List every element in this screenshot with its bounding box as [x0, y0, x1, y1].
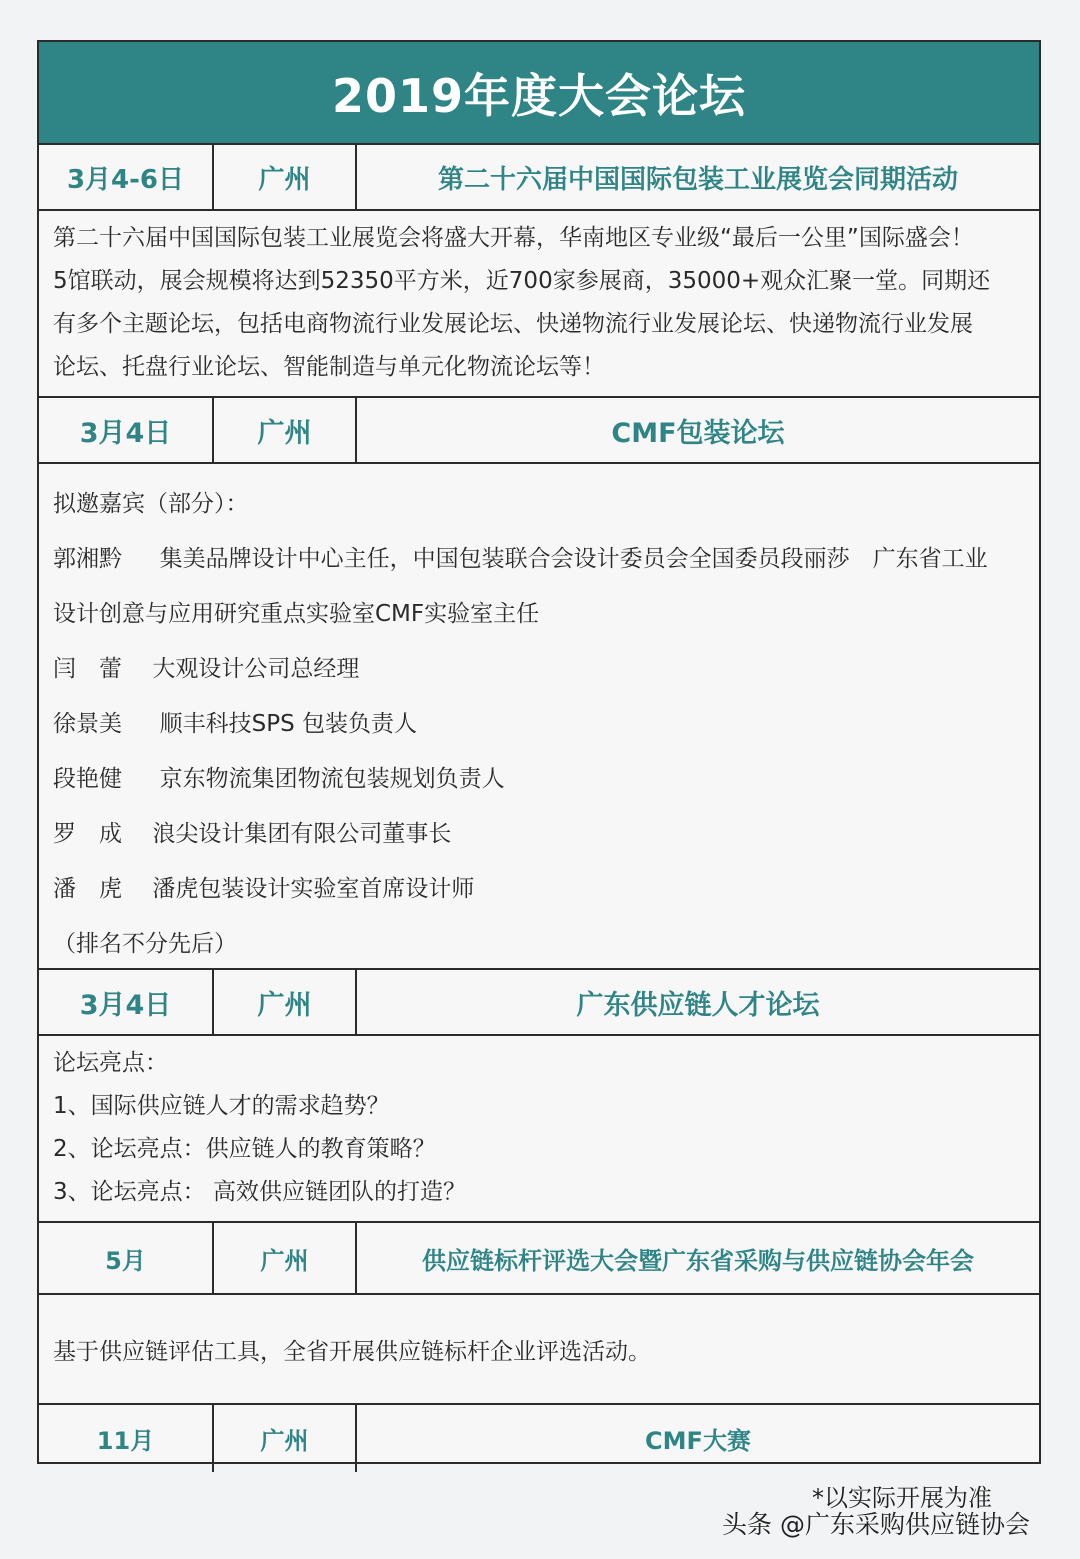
description-line: 论坛、托盘行业论坛、智能制造与单元化物流论坛等！ [53, 354, 605, 380]
guest-entry [53, 807, 1025, 862]
guest-entry [53, 642, 1025, 697]
guest-entry [53, 752, 1025, 807]
event-name: CMF大赛 [645, 1427, 751, 1455]
guest-name: 潘 虎 [53, 876, 122, 902]
event-city: 广州 [214, 1405, 357, 1472]
guest-list [39, 464, 1039, 970]
guest-name: 闫 蕾 [53, 656, 122, 682]
highlight-line: 1、国际供应链人才的需求趋势？ [53, 1093, 390, 1119]
guest-role: 大观设计公司总经理 [152, 656, 360, 682]
guest-entry [53, 587, 1025, 642]
guest-role: 浪尖设计集团有限公司董事长 [152, 821, 452, 847]
guest-entry [53, 862, 1025, 917]
guest-name: 段艳健 [53, 766, 122, 792]
source-watermark: 头条 @广东采购供应链协会 [722, 1510, 1030, 1539]
guest-name: 郭湘黔 [53, 546, 122, 572]
event-date: 3月4-6日 [39, 145, 214, 209]
description-line: 第二十六届中国国际包装工业展览会将盛大开幕，华南地区专业级“最后一公里”国际盛会！ [53, 225, 974, 251]
event-header-row [39, 145, 1039, 211]
event-header-row [39, 970, 1039, 1036]
highlight-line: 3、论坛亮点： 高效供应链团队的打造？ [53, 1179, 466, 1205]
guest-entry [53, 697, 1025, 752]
guest-name: 徐景美 [53, 711, 122, 737]
event-city: 广州 [214, 970, 357, 1034]
forum-schedule-table [37, 40, 1041, 1464]
event-header-row [39, 398, 1039, 464]
event-date: 11月 [39, 1405, 214, 1472]
event-city: 广州 [214, 398, 357, 462]
event-header-row [39, 1405, 1039, 1472]
event-name: CMF包装论坛 [611, 417, 785, 449]
event-date: 5月 [39, 1223, 214, 1293]
event-name: 供应链标杆评选大会暨广东省采购与供应链协会年会 [422, 1246, 974, 1275]
event-date: 3月4日 [39, 970, 214, 1034]
highlight-line: 论坛亮点： [53, 1050, 168, 1076]
description-line: 有多个主题论坛，包括电商物流行业发展论坛、快递物流行业发展论坛、快递物流行业发展 [53, 311, 973, 337]
guest-role: 潘虎包装设计实验室首席设计师 [152, 876, 475, 902]
event-description [39, 1295, 1039, 1405]
guest-role: 京东物流集团物流包装规划负责人 [159, 766, 505, 792]
forum-highlights [39, 1036, 1039, 1223]
guest-intro: 拟邀嘉宾（部分）： [53, 491, 249, 517]
guest-name: 罗 成 [53, 821, 122, 847]
highlight-line: 2、论坛亮点：供应链人的教育策略？ [53, 1136, 436, 1162]
guest-outro: （排名不分先后） [53, 931, 237, 957]
event-city: 广州 [214, 1223, 357, 1293]
event-header-row [39, 1223, 1039, 1295]
guest-role: 设计创意与应用研究重点实验室CMF实验室主任 [53, 601, 540, 627]
guest-role: 集美品牌设计中心主任，中国包装联合会设计委员会全国委员段丽莎 广东省工业 [159, 546, 988, 572]
guest-entry [53, 532, 1025, 587]
description-line: 基于供应链评估工具，全省开展供应链标杆企业评选活动。 [53, 1338, 651, 1365]
guest-role: 顺丰科技SPS 包装负责人 [159, 711, 418, 737]
event-city: 广州 [214, 145, 357, 209]
page-title: 2019年度大会论坛 [39, 42, 1039, 145]
disclaimer-note: *以实际开展为准 [812, 1484, 992, 1512]
event-date: 3月4日 [39, 398, 214, 462]
event-description [39, 211, 1039, 398]
event-name: 第二十六届中国国际包装工业展览会同期活动 [437, 164, 958, 195]
description-line: 5馆联动，展会规模将达到52350平方米，近700家参展商，35000+观众汇聚一堂。同期还 [53, 268, 991, 294]
event-name: 广东供应链人才论坛 [576, 989, 820, 1021]
